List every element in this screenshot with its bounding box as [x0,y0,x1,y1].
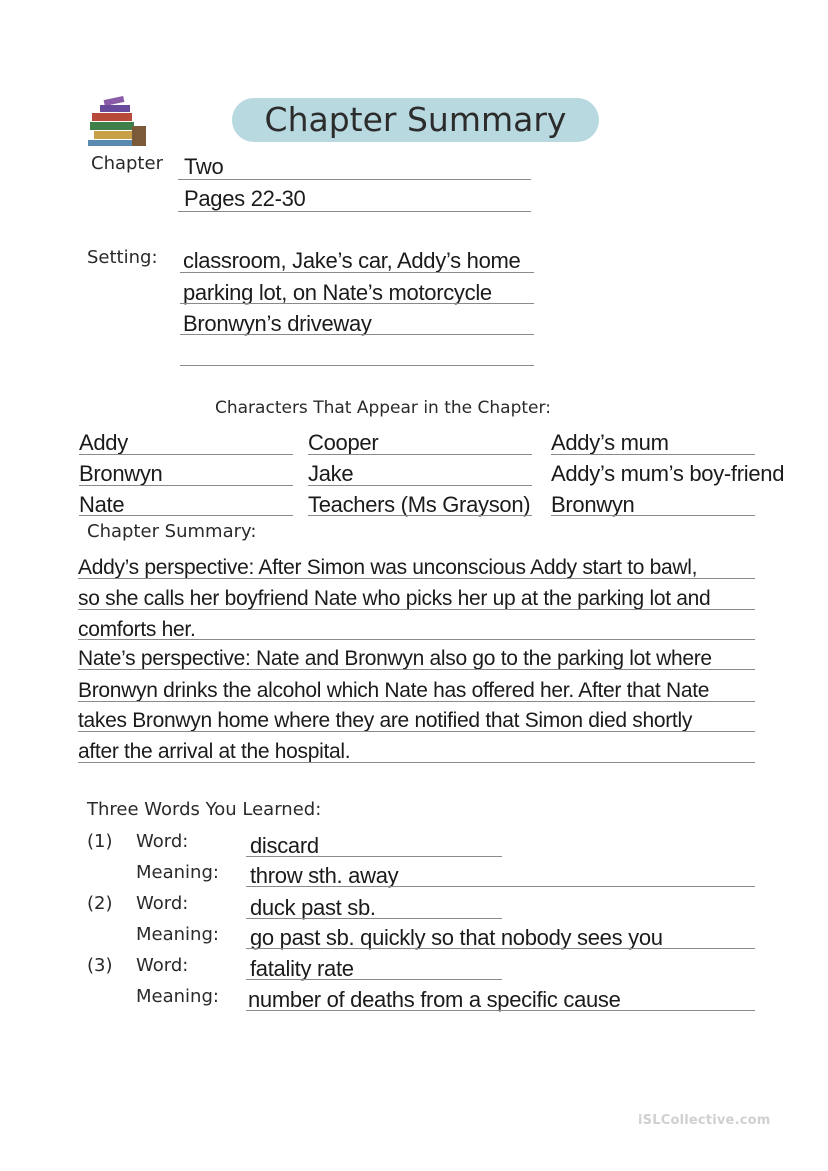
character-r2c2: Jake [308,461,354,486]
setting-label: Setting: [87,247,158,268]
character-r2c3: Addy’s mum’s boy-friend [551,461,785,486]
meaning-rule-2 [246,948,755,949]
character-r1c1: Addy [79,430,128,455]
setting-line-2: parking lot, on Nate’s motorcycle [183,280,492,305]
setting-line-1: classroom, Jake’s car, Addy’s home [183,248,521,273]
setting-rule-2 [180,303,534,304]
characters-rule-1c [551,454,755,455]
characters-rule-3a [79,515,293,516]
chapter-pages: Pages 22-30 [184,186,306,211]
summary-line-4: Nate’s perspective: Nate and Bronwyn also go to the parking lot where [78,647,712,670]
word-num-3: (3) [87,955,113,976]
summary-rule-6 [78,731,755,732]
characters-heading: Characters That Appear in the Chapter: [215,398,551,418]
word-num-2: (2) [87,893,113,914]
characters-rule-3c [551,515,755,516]
chapter-label: Chapter [91,153,163,174]
characters-rule-2a [79,485,293,486]
word-value-2: duck past sb. [250,895,376,920]
character-r3c3: Bronwyn [551,492,635,517]
word-label-1: Word: [136,831,189,852]
characters-rule-3b [308,515,532,516]
character-r3c2: Teachers (Ms Grayson) [308,492,531,517]
setting-line-3: Bronwyn’s driveway [183,311,372,336]
watermark: iSLCollective.com [638,1113,771,1128]
summary-rule-4 [78,669,755,670]
summary-rule-5 [78,701,755,702]
character-r1c2: Cooper [308,430,379,455]
meaning-value-1: throw sth. away [250,863,399,888]
chapter-value: Two [184,154,224,179]
word-label-2: Word: [136,893,189,914]
summary-line-5: Bronwyn drinks the alcohol which Nate has offered her. After that Nate [78,679,710,702]
meaning-rule-3 [246,1010,755,1011]
summary-line-2: so she calls her boyfriend Nate who picks her up at the parking lot and [78,587,711,610]
word-value-1: discard [250,833,319,858]
summary-line-1: Addy’s perspective: After Simon was unconscious Addy start to bawl, [78,556,698,579]
meaning-rule-1 [246,886,755,887]
summary-rule-2 [78,609,755,610]
word-value-3: fatality rate [250,956,354,981]
meaning-label-3: Meaning: [136,986,219,1007]
books-icon [86,96,152,148]
word-rule-2 [246,918,502,919]
word-num-1: (1) [87,831,113,852]
setting-rule-1 [180,272,534,273]
summary-line-6: takes Bronwyn home where they are notified that Simon died shortly [78,709,693,732]
character-r3c1: Nate [79,492,125,517]
chapter-line [178,179,531,180]
word-rule-1 [246,856,502,857]
summary-heading: Chapter Summary: [87,521,257,542]
summary-rule-7 [78,762,755,763]
characters-rule-1b [308,454,532,455]
summary-rule-1 [78,578,755,579]
summary-line-7: after the arrival at the hospital. [78,740,351,763]
word-label-3: Word: [136,955,189,976]
word-rule-3 [246,979,502,980]
characters-rule-2b [308,485,532,486]
setting-rule-4 [180,365,534,366]
summary-rule-3 [78,639,755,640]
meaning-value-3: number of deaths from a specific cause [248,987,621,1012]
pages-line [178,211,531,212]
summary-line-3: comforts her. [78,618,196,641]
characters-rule-1a [79,454,293,455]
words-heading: Three Words You Learned: [87,799,322,820]
character-r1c3: Addy’s mum [551,430,669,455]
meaning-label-1: Meaning: [136,862,219,883]
page-title: Chapter Summary [264,100,567,139]
meaning-label-2: Meaning: [136,924,219,945]
meaning-value-2: go past sb. quickly so that nobody sees you [250,925,663,950]
character-r2c1: Bronwyn [79,461,163,486]
setting-rule-3 [180,334,534,335]
